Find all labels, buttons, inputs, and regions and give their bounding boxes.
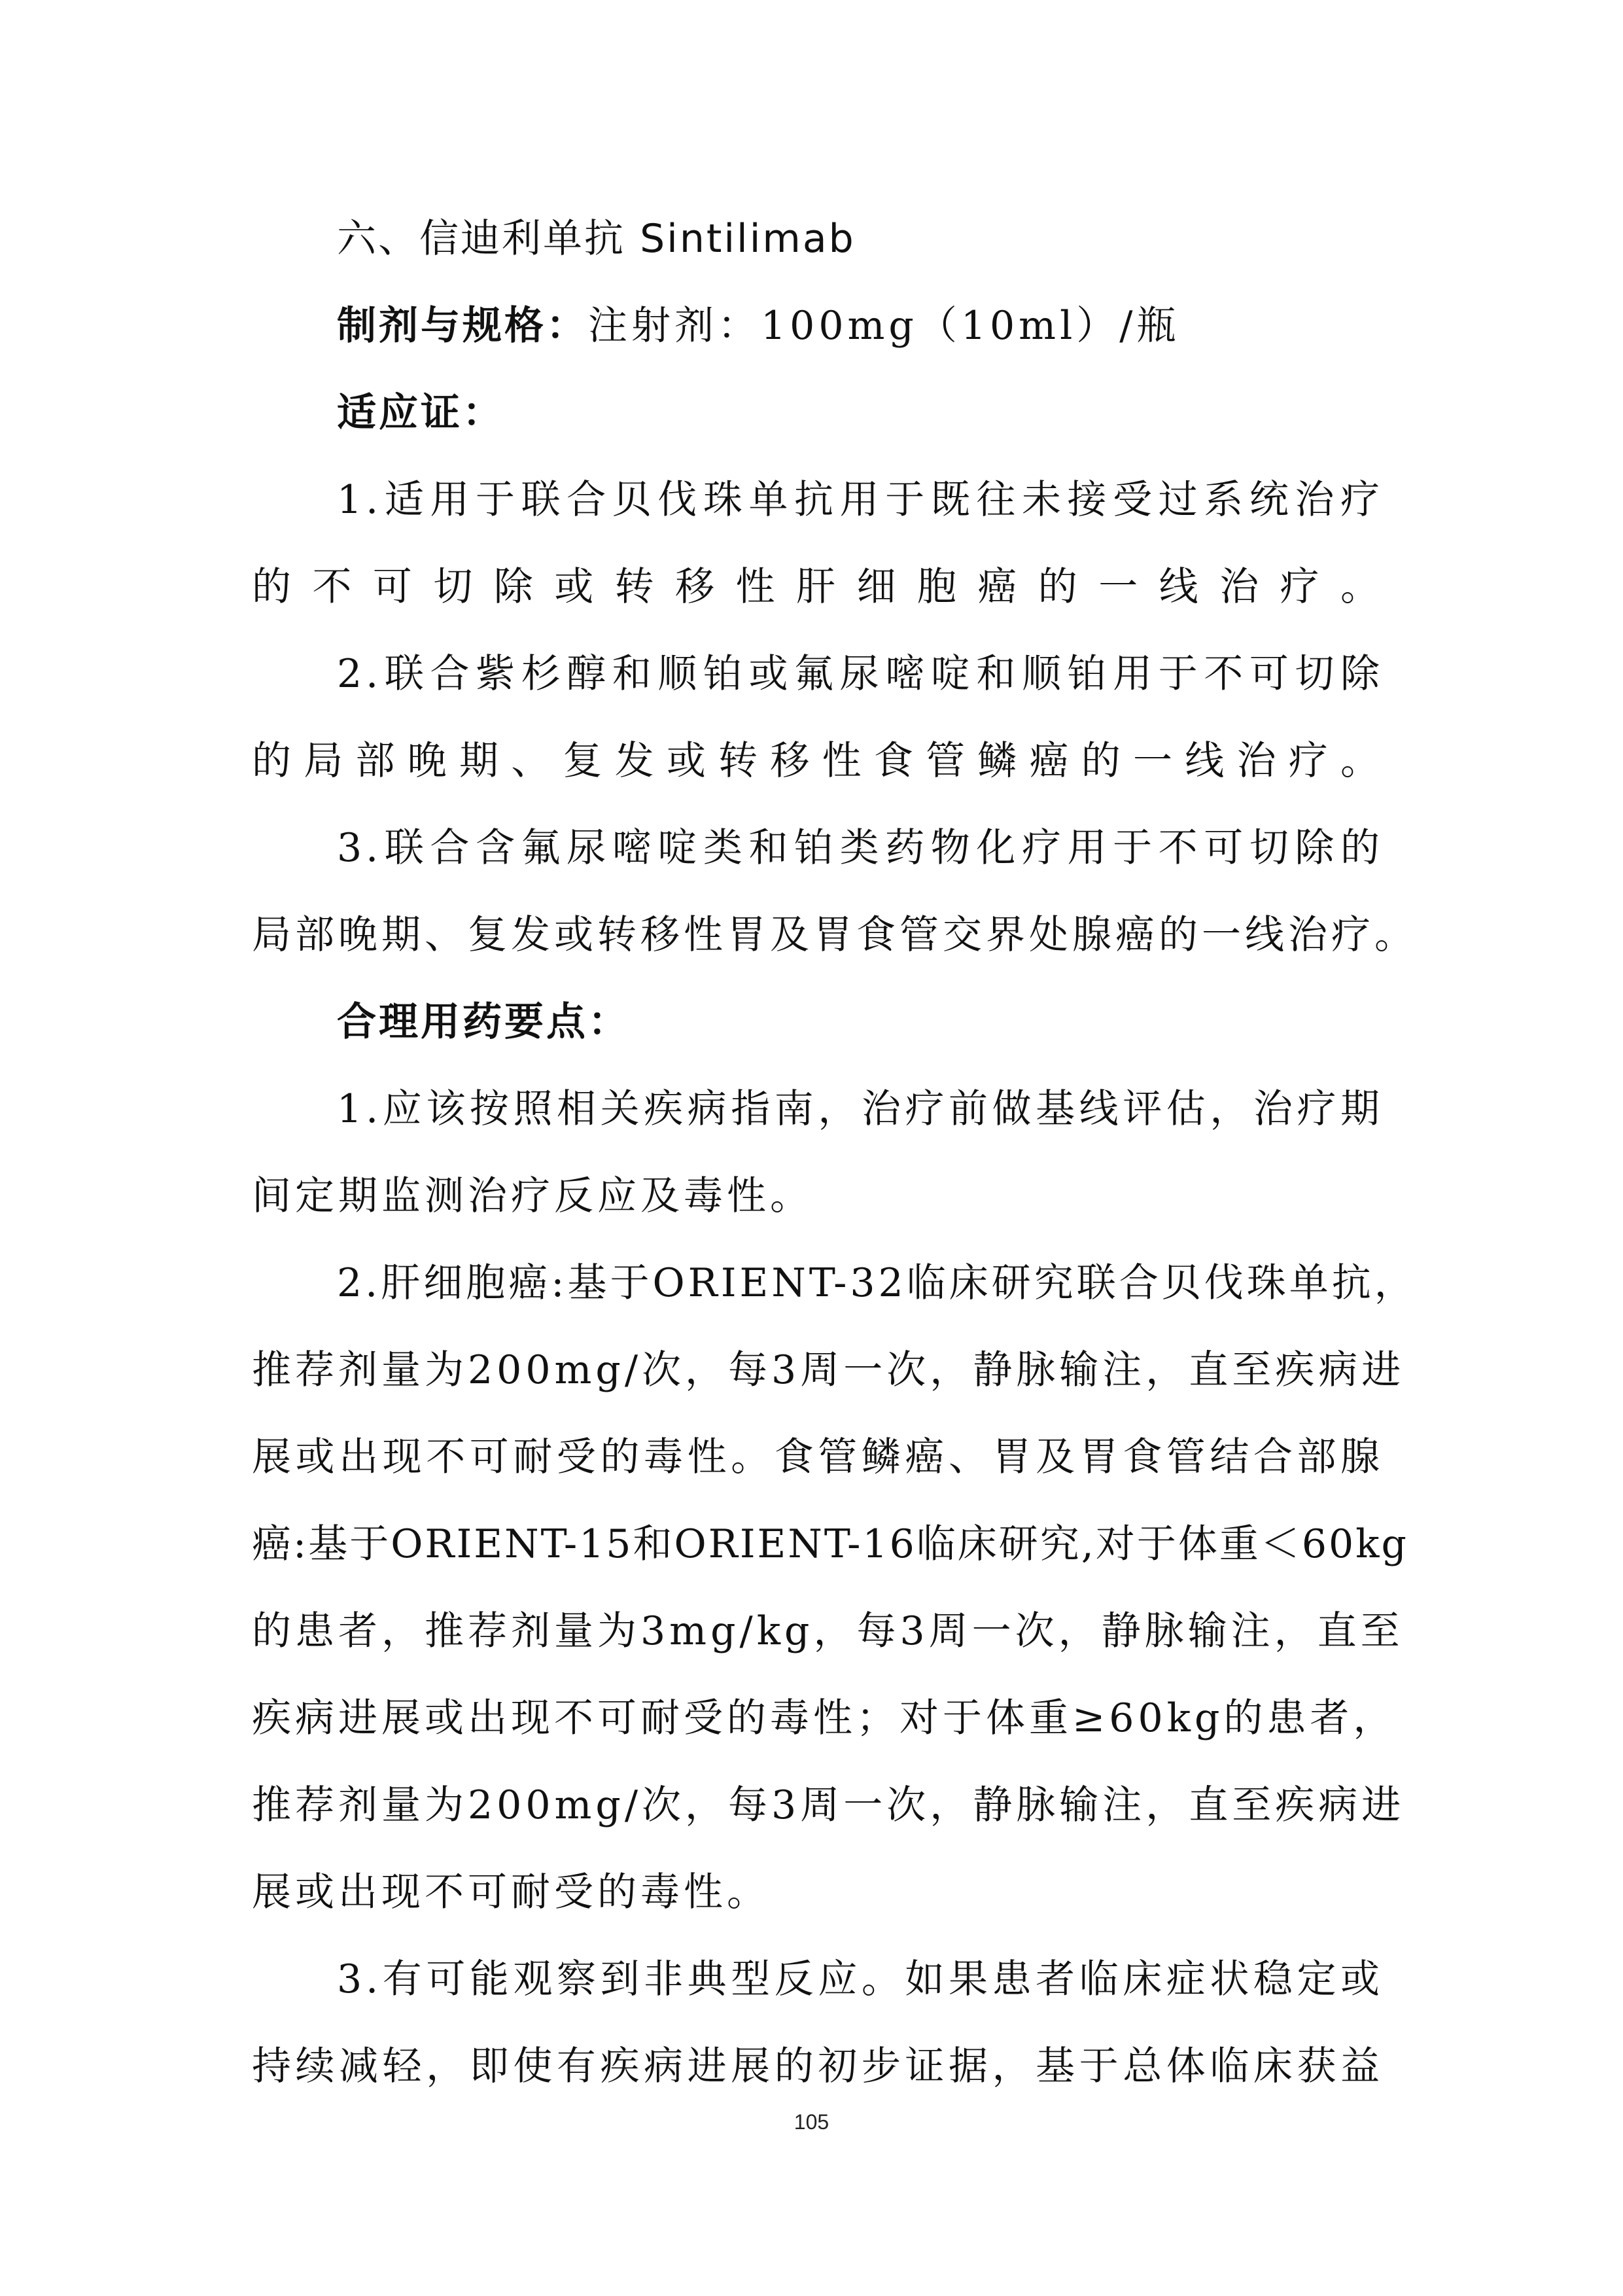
rational-use-line: 推荐剂量为200mg/次，每3周一次，静脉输注，直至疾病进 bbox=[252, 1347, 1405, 1393]
rational-use-line: 推荐剂量为200mg/次，每3周一次，静脉输注，直至疾病进 bbox=[252, 1782, 1405, 1828]
rational-use-line: 展或出现不可耐受的毒性。 bbox=[252, 1869, 770, 1915]
indication-line: 1.适用于联合贝伐珠单抗用于既往未接受过系统治疗 bbox=[337, 477, 1384, 523]
rational-use-heading: 合理用药要点： bbox=[337, 999, 630, 1045]
rational-use-line: 展或出现不可耐受的毒性。食管鳞癌、胃及胃食管结合部腺 bbox=[252, 1434, 1384, 1480]
rational-use-line: 3.有可能观察到非典型反应。如果患者临床症状稳定或 bbox=[337, 1956, 1384, 2002]
rational-use-line: 间定期监测治疗反应及毒性。 bbox=[252, 1173, 813, 1219]
rational-use-line: 癌:基于ORIENT-15和ORIENT-16临床研究,对于体重＜60kg bbox=[252, 1521, 1408, 1567]
formulation-label: 制剂与规格： bbox=[337, 303, 588, 349]
indication-line: 局部晚期、复发或转移性胃及胃食管交界处腺癌的一线治疗。 bbox=[252, 912, 1418, 958]
indication-line: 的不可切除或转移性肝细胞癌的一线治疗。 bbox=[252, 564, 1384, 610]
rational-use-line: 的患者，推荐剂量为3mg/kg，每3周一次，静脉输注，直至 bbox=[252, 1608, 1404, 1654]
rational-use-line: 疾病进展或出现不可耐受的毒性；对于体重≥60kg的患者， bbox=[252, 1695, 1397, 1741]
rational-use-line: 1.应该按照相关疾病指南，治疗前做基线评估，治疗期 bbox=[337, 1086, 1384, 1132]
indication-line: 的局部晚期、复发或转移性食管鳞癌的一线治疗。 bbox=[252, 738, 1384, 784]
formulation-row bbox=[337, 303, 1179, 349]
drug-title: 六、信迪利单抗 Sintilimab bbox=[337, 216, 856, 262]
indication-line: 3.联合含氟尿嘧啶类和铂类药物化疗用于不可切除的 bbox=[337, 825, 1384, 871]
rational-use-line: 持续减轻，即使有疾病进展的初步证据，基于总体临床获益 bbox=[252, 2043, 1384, 2089]
rational-use-line: 2.肝细胞癌:基于ORIENT-32临床研究联合贝伐珠单抗， bbox=[337, 1260, 1417, 1306]
page-number: 105 bbox=[794, 2110, 829, 2134]
formulation-value: 注射剂：100mg（10ml）/瓶 bbox=[588, 303, 1180, 349]
indication-line: 2.联合紫杉醇和顺铂或氟尿嘧啶和顺铂用于不可切除 bbox=[337, 651, 1384, 697]
indications-heading: 适应证： bbox=[337, 390, 504, 436]
